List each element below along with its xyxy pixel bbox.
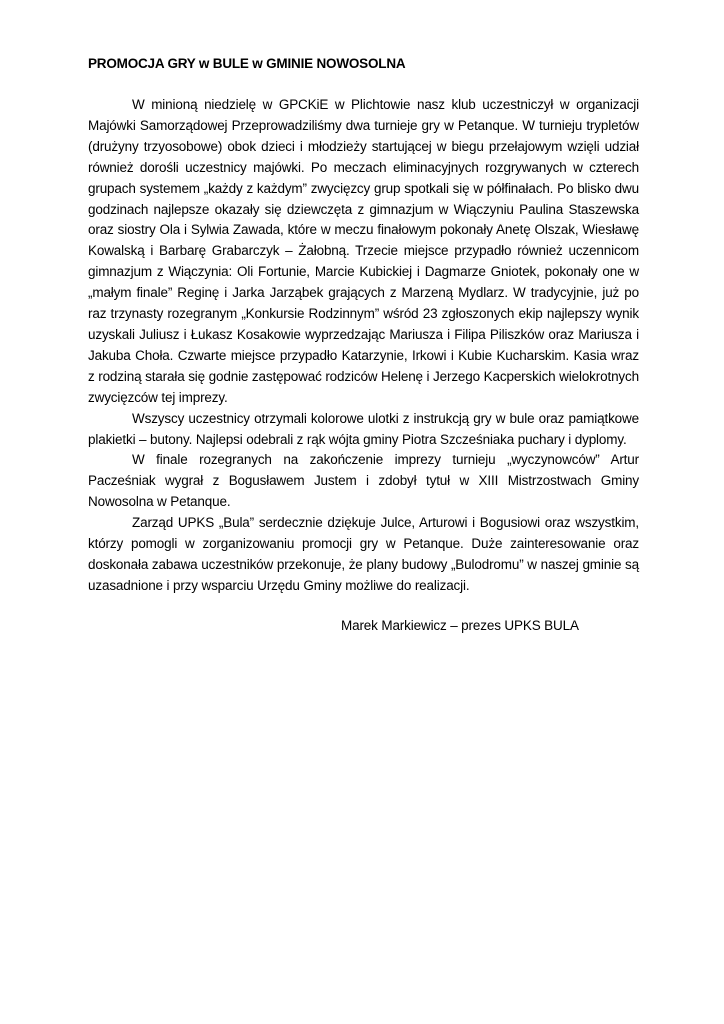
document-body xyxy=(88,54,639,636)
paragraph-participants-awards: Wszyscy uczestnicy otrzymali kolorowe ulotki z instrukcją gry w bule oraz pamiątkowe plakietki – butony. Najlepsi odebrali z rąk wójta gminy Piotra Szcześniaka puchary i dyplomy. xyxy=(88,410,639,447)
document-title: PROMOCJA GRY w BULE w GMINIE NOWOSOLNA xyxy=(88,56,406,71)
paragraph-tournament-report: W minioną niedzielę w GPCKiE w Plichtowie nasz klub uczestniczył w organizacji Majówki Samorządowej Przeprowadziliśmy dwa turnieje gry w Petanque. W turnieju trypletów (drużyny trzyosobowe) obok dzieci i młodzieży startującej w biegu przełajowym wzięli udział również dorośli uczestnicy majówki. Po meczach eliminacyjnych rozgrywanych w czterech grupach systemem „każdy z każdym” zwycięzcy grup spotkali się w półfinałach. Po blisko dwu godzinach najlepsze okazały się dziewczęta z gimnazjum w Wiączyniu Paulina Staszewska oraz siostry Ola i Sylwia Zawada, które w meczu finałowym pokonały Anetę Olszak, Wiesławę Kowalską i Barbarę Grabarczyk – Żałobną. Trzecie miejsce przypadło również uczennicom gimnazjum z Wiączynia: Oli Fortunie, Marcie Kubickiej i Dagmarze Gniotek, pokonały one w „małym finale” Reginę i Jarka Jarząbek grających z Marzeną Mydlarz. W tradycyjnie, już po raz trzynasty rozegranym „Konkursie Rodzinnym” wśród 23 zgłoszonych ekip najlepszy wynik uzyskali Juliusz i Łukasz Kosakowie wyprzedzając Mariusza i Filipa Piliszków oraz Mariusza i Jakuba Choła. Czwarte miejsce przypadło Katarzynie, Irkowi i Kubie Kucharskim. Kasia wraz z rodziną starała się godnie zastępować rodziców Helenę i Jerzego Kacperskich wielokrotnych zwycięzców tej imprezy. xyxy=(88,97,639,405)
author-signature: Marek Markiewicz – prezes UPKS BULA xyxy=(341,617,579,633)
paragraph-final-result: W finale rozegranych na zakończenie imprezy turnieju „wyczynowców” Artur Pacześniak wygrał z Bogusławem Justem i zdobył tytuł w XIII Mistrzostwach Gminy Nowosolna w Petanque. xyxy=(88,452,639,510)
paragraph-acknowledgements: Zarząd UPKS „Bula” serdecznie dziękuje Julce, Arturowi i Bogusiowi oraz wszystkim, którzy pomogli w zorganizowaniu promocji gry w Petanque. Duże zainteresowanie oraz doskonała zabawa uczestników przekonuje, że plany budowy „Bulodromu” w naszej gminie są uzasadnione i przy wsparciu Urzędu Gminy możliwe do realizacji. xyxy=(88,515,639,593)
